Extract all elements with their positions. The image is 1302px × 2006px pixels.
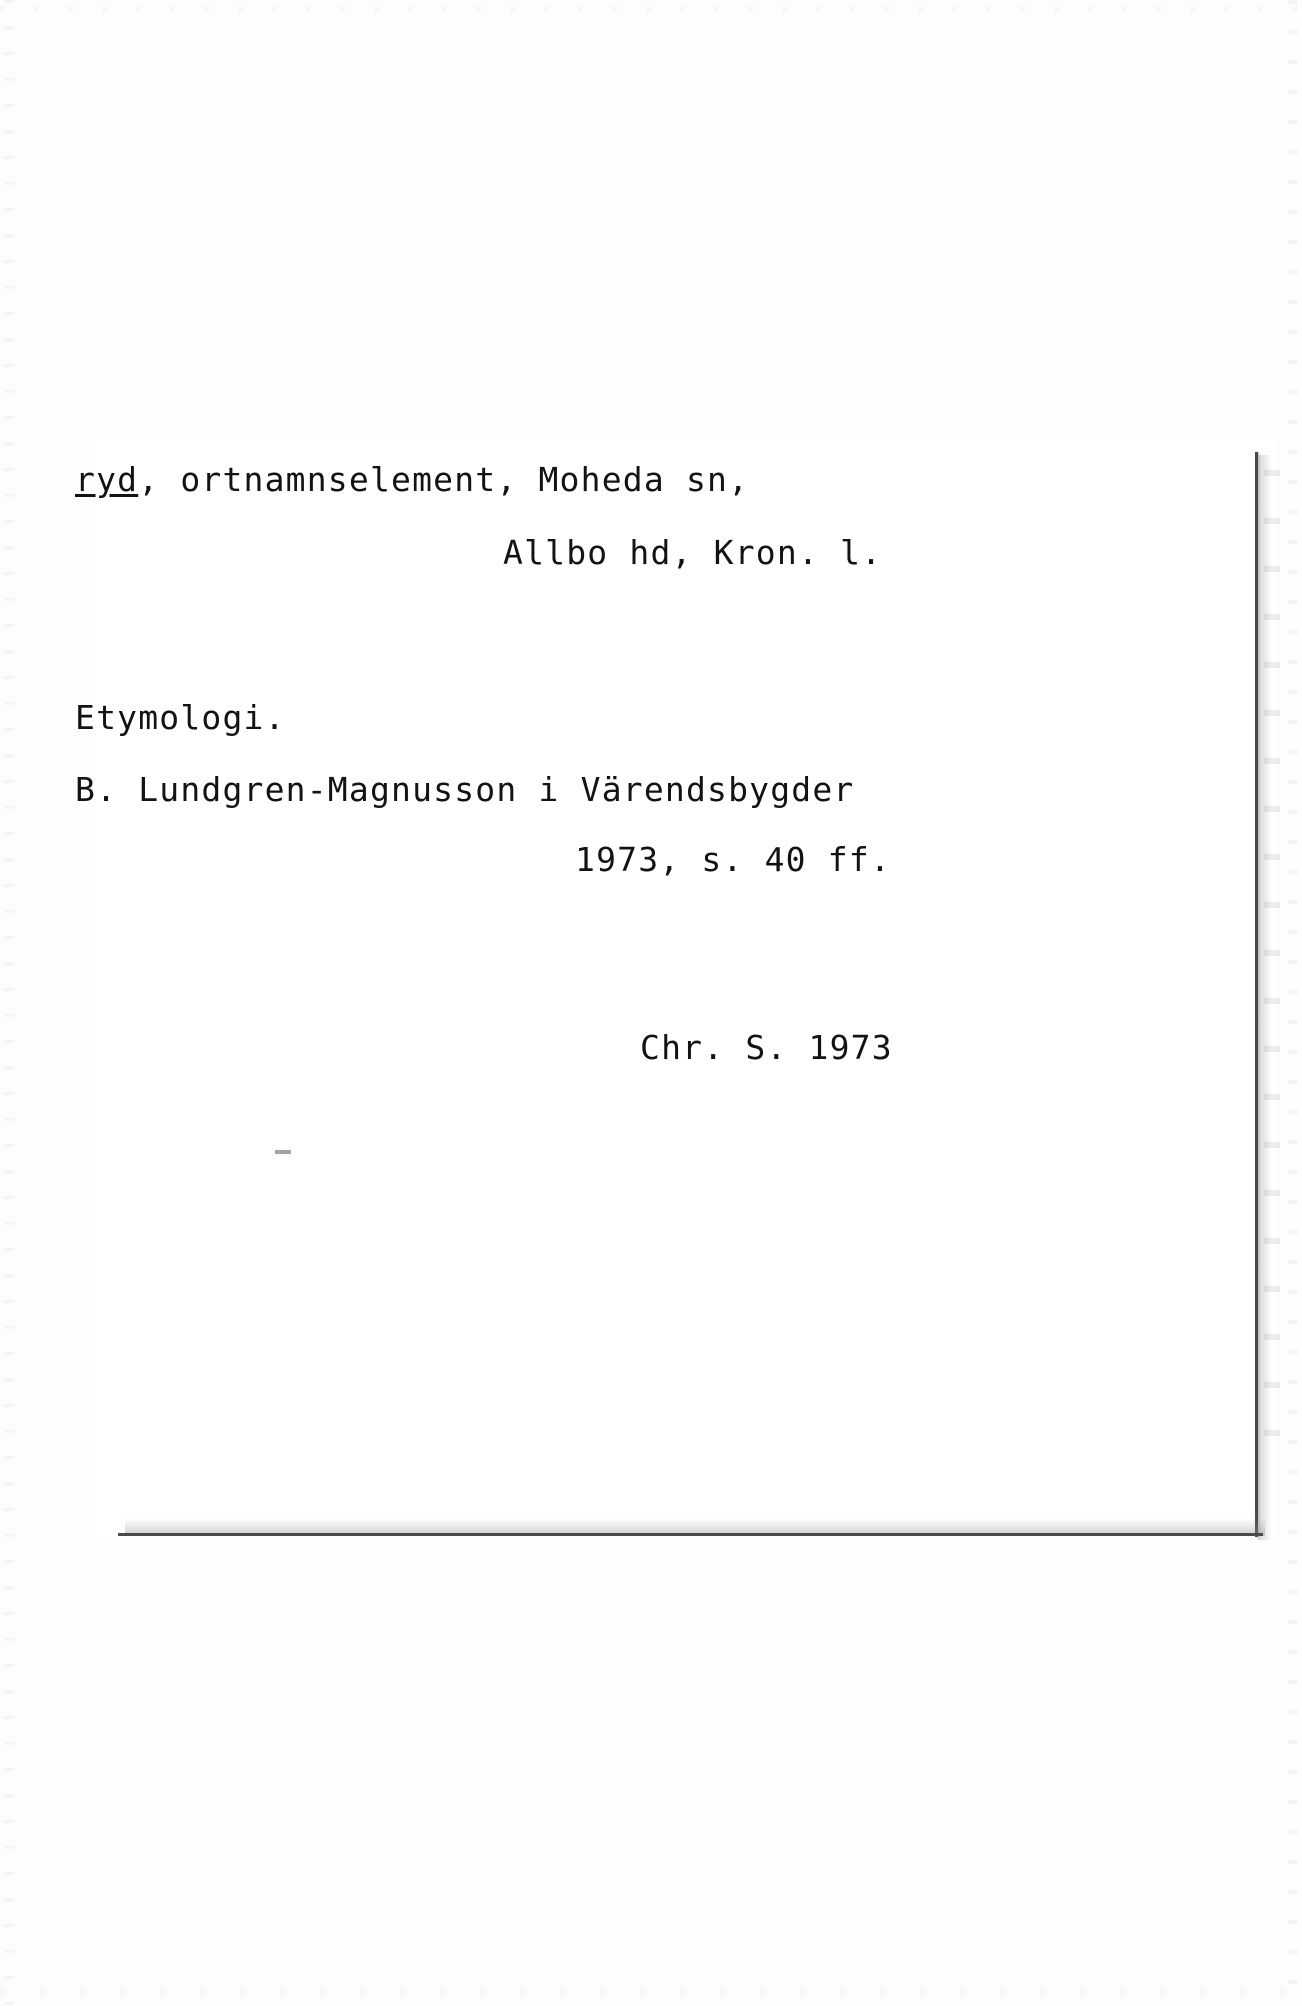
scan-noise-right	[1288, 0, 1297, 2006]
scan-noise-bottom	[0, 1988, 1302, 1996]
scan-noise-left	[4, 0, 14, 2006]
headword-line	[75, 460, 749, 499]
headword: ryd	[75, 460, 139, 499]
section-label-etymology: Etymologi.	[75, 698, 286, 737]
reference-line-2: 1973, s. 40 ff.	[575, 840, 892, 879]
signature-line: Chr. S. 1973	[640, 1028, 893, 1067]
location-line: Allbo hd, Kron. l.	[503, 533, 883, 572]
headword-description: , ortnamnselement, Moheda sn,	[138, 460, 750, 499]
scan-speck	[275, 1150, 291, 1154]
reference-line-1: B. Lundgren-Magnusson i Värendsbygder	[75, 770, 855, 809]
card-edge-bottom	[118, 1533, 1263, 1536]
scan-noise-top	[0, 6, 1302, 12]
index-card	[75, 440, 1275, 1540]
index-card-text	[75, 440, 1275, 1540]
scan-speckle-right-of-card	[1264, 470, 1280, 1470]
